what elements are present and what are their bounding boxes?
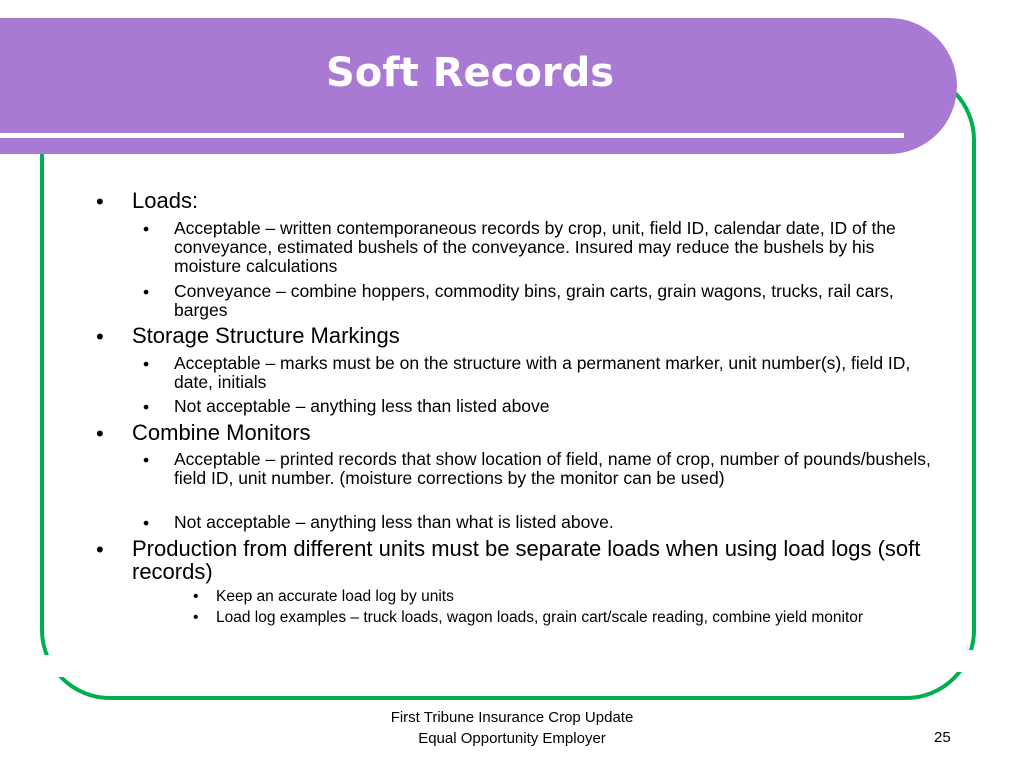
footer-line-1: First Tribune Insurance Crop Update xyxy=(390,709,634,726)
footer xyxy=(300,707,724,749)
sub-bullet-text: Keep an accurate load log by units xyxy=(216,588,454,605)
sub-bullet-text: Not acceptable – anything less than listed above xyxy=(174,396,550,416)
title-underline xyxy=(0,133,904,138)
sub-bullet-text: Acceptable – marks must be on the structure with a permanent marker, unit number(s), field ID, date, initials xyxy=(174,353,911,392)
frame-gap-right xyxy=(952,650,982,672)
slide-title: Soft Records xyxy=(325,50,615,96)
sub-bullet-text: Load log examples – truck loads, wagon loads, grain cart/scale reading, combine yield monitor xyxy=(216,609,864,626)
sub-bullet-text: Acceptable – printed records that show location of field, name of crop, number of pounds/bushels, field ID, unit number. (moisture corrections by the monitor can be used) xyxy=(174,449,931,488)
footer-line-2: Equal Opportunity Employer xyxy=(418,730,606,747)
bullet-dot: • xyxy=(143,397,150,417)
bullet-dot: • xyxy=(193,609,199,626)
bullet-dot: • xyxy=(143,219,150,239)
bullet-dot: • xyxy=(143,450,150,470)
sub-bullet-text: Acceptable – written contemporaneous records by crop, unit, field ID, calendar date, ID of the conveyance, estimated bushels of the conveyance. Insured may reduce the bushels by his moisture calculations xyxy=(174,218,896,276)
bullet-label: Loads: xyxy=(132,188,199,213)
bullet-label: Production from different units must be separate loads when using load logs (soft records) xyxy=(132,536,921,584)
bullet-dot: • xyxy=(193,588,199,605)
bullet-dot: • xyxy=(96,421,104,446)
bullet-dot: • xyxy=(96,189,104,214)
page-number: 25 xyxy=(934,729,951,746)
bullet-label: Storage Structure Markings xyxy=(132,323,400,348)
bullet-dot: • xyxy=(96,537,104,562)
bullet-dot: • xyxy=(143,513,150,533)
bullet-dot: • xyxy=(143,354,150,374)
sub-bullet-text: Conveyance – combine hoppers, commodity bins, grain carts, grain wagons, trucks, rail cars, barges xyxy=(174,281,894,320)
bullet-label: Combine Monitors xyxy=(132,420,311,445)
sub-bullet-text: Not acceptable – anything less than what is listed above. xyxy=(174,512,614,532)
bullet-dot: • xyxy=(96,324,104,349)
bullet-dot: • xyxy=(143,282,150,302)
frame-gap-left xyxy=(36,655,66,677)
